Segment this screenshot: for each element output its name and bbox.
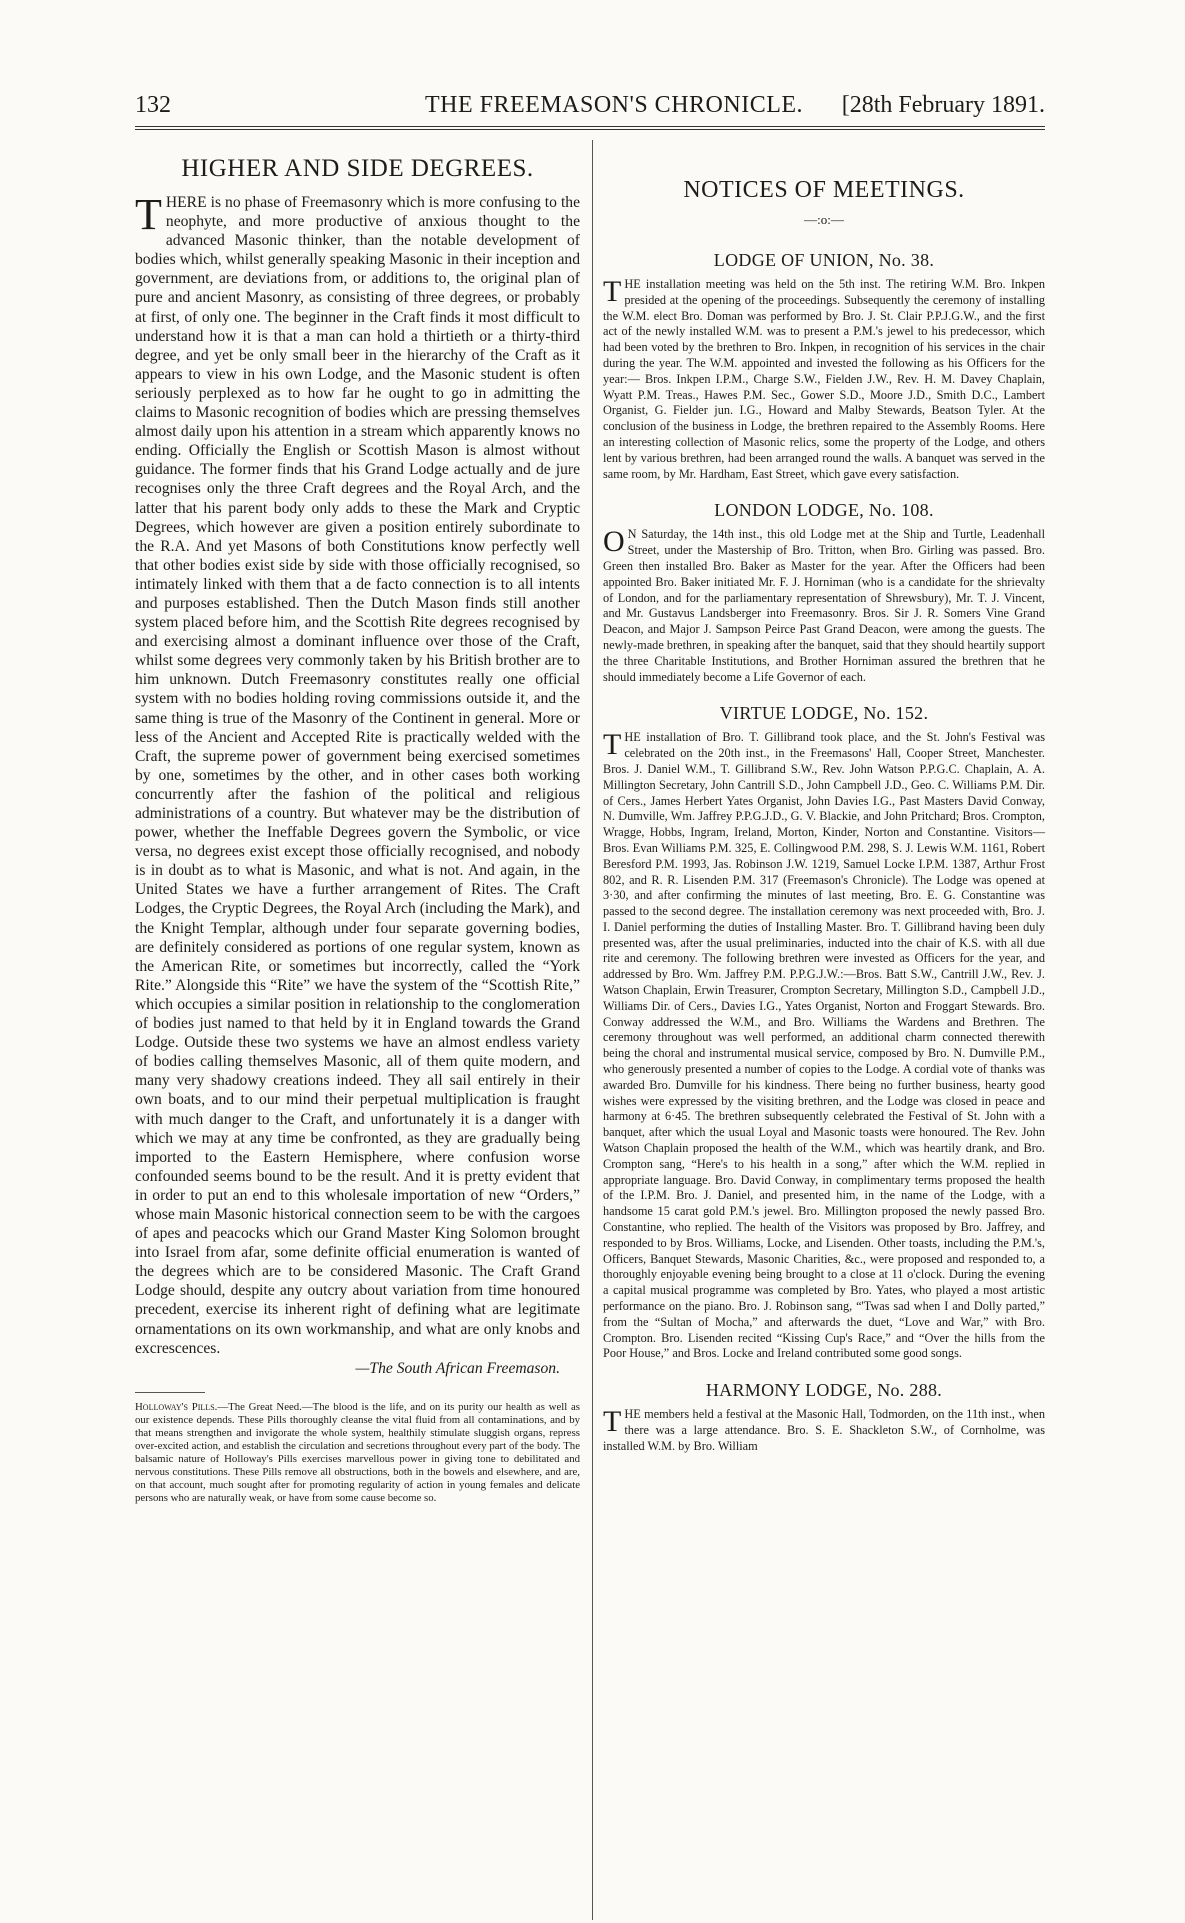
notice-body [603, 730, 1045, 1362]
dropcap: T [603, 275, 622, 308]
left-column [135, 155, 580, 1505]
article-text: HERE is no phase of Freemasonry which is more confusing to the neophyte, and more productive of anxious thought to the advanced Masonic thinker, than the notable development of bodies which, whilst generally speaking Masonic in their inception and government, are deviations from, or additions to, the original plan of pure and ancient Masonry, as consisting of three degrees, or probably at first, of only one. The beginner in the Craft finds it most difficult to understand how it is that a man can hold a thirtieth or a thirty-third degree, and yet be only small beer in the hierarchy of the Craft as it appears to view in his own Lodge, and the Masonic student is often seriously perplexed as to how far he ought to go in admitting the claims to Masonic recognition of bodies which are pressing themselves almost daily upon his attention in a stream which apparently knows no ending. Officially the English or Scottish Mason is almost without guidance. The former finds that his Grand Lodge actually and de jure recognises only the three Craft degrees and the Royal Arch, and the latter that his parent body only adds to these the Mark and Cryptic Degrees, which however are given a position entirely subordinate to the R.A. And yet Masons of both Constitutions know perfectly well that other bodies exist side by side with those officially recognised, so intimately linked with them that a de facto connection is to all intents and purposes established. Then the Dutch Mason finds still another system placed before him, and the Scottish Rite degrees recognised by and exercising almost a dominant influence over those of the Craft, whilst some degrees very commonly taken by his British brother are to him unknown. Dutch Freemasonry constitutes really one official system with no bodies holding roving commissions outside it, and the same thing is true of the Masonry of the Continent in general. More or less of the Ancient and Accepted Rite is practically welded with the Craft, the supreme power of government being exercised sometimes by one, sometimes by the other, and in other cases both working concurrently after the fashion of the political and religious administrations of a country. But whatever may be the distribution of power, whether the Ineffable Degrees govern the Symbolic, or vice versa, no degrees exist except those officially recognised, and nobody is in doubt as to what is Masonic, and what is not. And again, in the United States we have a further arrangement of Rites. The Craft Lodges, the Cryptic Degrees, the Royal Arch (including the Mark), and the Knight Templar, although under four separate governing bodies, are definitely considered as portions of one regular system, known as the American Rite, or sometimes but incorrectly, called the “York Rite.” Alongside this “Rite” we have the system of the “Scottish Rite,” which occupies a similar position in relationship to the conglomeration of bodies just named to that held by it in England towards the Grand Lodge. Outside these two systems we have an almost endless variety of bodies calling themselves Masonic, all of them quite modern, and many very shadowy creations indeed. They all sail entirely in their own boats, and to our mind their perpetual multiplication is fraught with much danger to the Craft, and unfortunately it is a danger with which we may at any time be confronted, as they are gradually being imported to the Eastern Hemisphere, where confusion worse confounded seems bound to be the result. And it is pretty evident that in order to put an end to this wholesale importation of new “Orders,” whose main Masonic historical connection seem to be with the cargoes of apes and peacocks which our Grand Master King Solomon brought into Israel from afar, some definite official enumeration is wanted of the degrees which are to be considered Masonic. The Craft Grand Lodge should, despite any outcry about variation from time honoured precedent, exercise its inherent right of defining what are legitimate ornamentations on its own workmanship, and what are only knobs and excrescences. [135, 194, 580, 1357]
notice-item [603, 703, 1045, 1362]
lodge-title: LODGE OF UNION, No. 38. [713, 250, 935, 270]
publication-title: THE FREEMASON'S CHRONICLE. [425, 92, 804, 118]
advert-text: —The Great Need.—The blood is the life, and on its purity our health as well as our existence depends. These Pills thoroughly cleanse the vital fluid from all contaminations, and by that means strengthen and invigorate the whole system, healthily stimulate sluggish organs, repress over-excited action, and establish the circulation and secretions throughout every part of the body. The balsamic nature of Holloway's Pills exercises marvellous power in giving tone to debilitated and nervous constitutions. These Pills remove all obstructions, both in the bowels and elsewhere, and are, on that account, much sought after for promoting regularity of action in young females and delicate persons who are naturally weak, or have from some cause become so. [135, 1400, 580, 1504]
article-source: —The South African Freemason. [355, 1359, 560, 1377]
issue-date: [28th February 1891. [841, 92, 1045, 118]
notice-text: HE installation of Bro. T. Gillibrand took place, and the St. John's Festival was celebrated on the 20th inst., in the Freemasons' Hall, Cooper Street, Manchester. Bros. J. Daniel W.M., T. Gillibrand S.W., Rev. John Watson P.P.G.C. Chaplain, A. A. Millington Secretary, John Cantrill S.D., John Campbell J.D., Geo. C. Williams P.M. Dir. of Cers., James Herbert Yates Organist, John Davies I.G., Past Masters David Conway, N. Dumville, Wm. Jaffrey P.P.G.J.D., G. V. Blackie, and John Pritchard; Bros. Crompton, Wragge, Hobbs, Ingram, Ireland, Morton, Kinder, Norton and Constantine. Visitors—Bros. Evan Williams P.M. 325, E. Collingwood P.M. 298, S. J. Lewis W.M. 1161, Robert Beresford P.M. 1993, Jas. Robinson J.W. 1219, Samuel Locke I.P.M. 1387, Arthur Frost 802, and R. R. Lisenden P.M. 317 (Freemason's Chronicle). The Lodge was opened at 3·30, and after confirming the minutes of last meeting, Bro. E. G. Constantine was passed to the second degree. The installation ceremony was next proceeded with, Bro. J. I. Daniel performing the duties of Installing Master. Bro. T. Gillibrand having been duly presented was, after the usual preliminaries, inducted into the chair of K.S. with all due rite and ceremony. The following brethren were invested as Officers for the year, and addressed by Bro. Wm. Jaffrey P.M. P.P.G.J.W.:—Bros. Batt S.W., Cantrill J.W., Rev. J. Watson Chaplain, Erwin Treasurer, Crompton Secretary, Millington S.D., Campbell J.D., Williams Dir. of Cers., Davies I.G., Yates Organist, Norton and Froggart Stewards. Bro. Conway addressed the W.M., and Bro. Williams the Wardens and Brethren. The ceremony throughout was well performed, an additional charm connected therewith being the choral and instrumental musical service, composed by Bro. N. Dumville P.M., who generously presented a number of copies to the Lodge. A cordial vote of thanks was awarded Bro. Dumville for his kindness. There being no further business, hearty good wishes were expressed by the visiting brethren, and the Lodge was closed in peace and harmony at 6·45. The brethren subsequently celebrated the Festival of St. John with a banquet, after which the usual Loyal and Masonic toasts were honoured. The Rev. John Watson Chaplain proposed the health of the W.M., which was heartily drank, and Bro. Crompton sang, “Here's to his health in a song,” after which the W.M. replied in appropriate language. Bro. David Conway, in complimentary terms proposed the health of the I.P.M. Bro. J. Daniel, and presented him, in the name of the Lodge, with a handsome 15 carat gold P.M.'s jewel. Bro. Millington proposed the newly passed Bro. Constantine, who replied. The health of the Visitors was proposed by Bro. Jaffrey, and responded to by Bros. Williams, Locke, and Lisenden. Other toasts, including the P.M.'s, Officers, Banquet Stewards, Masonic Charities, &c., were proposed and responded to, a thoroughly enjoyable evening being brought to a close at 11 o'clock. During the evening a capital musical programme was completed by Bro. Yates, who played a most artistic performance on the piano. Bro. J. Robinson sang, “'Twas sad when I and Dolly parted,” from the “Sultan of Mocha,” and afterwards the duet, “Love and War,” with Bro. Crompton. Bro. Lisenden recited “Kissing Cup's Race,” and “Over the hills from the Poor House,” and Bros. Locke and Ireland contributed some good songs. [603, 730, 1045, 1361]
notice-text: HE installation meeting was held on the 5th inst. The retiring W.M. Bro. Inkpen presided at the opening of the proceedings. Subsequently the ceremony of installing the W.M. elect Bro. Doman was performed by Bro. J. St. Clair P.P.J.G.W., and the first act of the newly installed W.M. was to present a P.M.'s jewel to his predecessor, which had been voted by the brethren to Bro. Inkpen, in recognition of his services in the chair during the year. The W.M. appointed and invested the following as his Officers for the year:— Bros. Inkpen I.P.M., Charge S.W., Fielden J.W., Rev. H. M. Davey Chaplain, Wyatt P.M. Treas., Hawes P.M. Sec., Gower S.D., Moore J.D., Smith D.C., Lambert Organist, G. Fielder jun. I.G., Howard and Malby Stewards, Beatson Tyler. At the conclusion of the business in Lodge, the brethren repaired to the Assembly Rooms. Here an interesting collection of Masonic relics, some the property of the Lodge, and others lent by various brethren, had been arranged round the walls. A banquet was served in the same room, by Mr. Hardham, East Street, which gave every satisfaction. [603, 277, 1045, 481]
dropcap: T [135, 190, 162, 239]
right-column [603, 155, 1045, 1455]
section-title: NOTICES OF MEETINGS. [683, 177, 965, 203]
notice-item [603, 250, 1045, 482]
notice-text: N Saturday, the 14th inst., this old Lodge met at the Ship and Turtle, Leadenhall Street, under the Mastership of Bro. Tritton, when Bro. Girling was passed. Bro. Green then installed Bro. Baker as Master for the year. After the Officers had been appointed Bro. Baker initiated Mr. F. J. Horniman (who is a candidate for the shrievalty of London, and for the parliamentary representation of Shrewsbury), Mr. T. J. Vincent, and Mr. Gustavus Landsberger into Freemasonry. Bros. Sir J. R. Somers Vine Grand Deacon, and Major J. Sampson Peirce Past Grand Deacon, were among the guests. The newly-made brethren, in speaking after the banquet, said that they should heartily support the three Charitable Institutions, and Brother Horniman assured the brethren that he should immediately become a Life Governor of each. [603, 527, 1045, 684]
divider [135, 1392, 205, 1393]
page-number: 132 [135, 92, 171, 118]
lodge-title: HARMONY LODGE, No. 288. [705, 1380, 943, 1401]
dropcap: O [603, 525, 625, 559]
header-rule-double [135, 129, 1045, 130]
ornament-separator: —:o:— [804, 212, 844, 227]
notice-body [603, 527, 1045, 685]
page-header [135, 92, 1045, 124]
notice-text: HE members held a festival at the Masonic Hall, Todmorden, on the 11th inst., when there was a large attendance. Bro. S. E. Shackleton S.W., of Cornholme, was installed W.M. by Bro. William [603, 1407, 1045, 1453]
lodge-title: VIRTUE LODGE, No. 152. [719, 703, 929, 724]
lodge-title: LONDON LODGE, No. 108. [714, 500, 934, 521]
article-body [135, 190, 580, 1358]
notice-body [603, 277, 1045, 482]
dropcap: T [603, 728, 622, 762]
advert-lead: Holloway's Pills. [135, 1400, 218, 1413]
notice-item [603, 500, 1045, 685]
notice-item [603, 1380, 1045, 1454]
advertisement-holloway [135, 1401, 580, 1505]
notice-body [603, 1407, 1045, 1454]
header-rule [135, 126, 1045, 127]
article-title: HIGHER AND SIDE DEGREES. [181, 155, 534, 182]
dropcap: T [603, 1405, 622, 1439]
column-divider [592, 140, 593, 1920]
